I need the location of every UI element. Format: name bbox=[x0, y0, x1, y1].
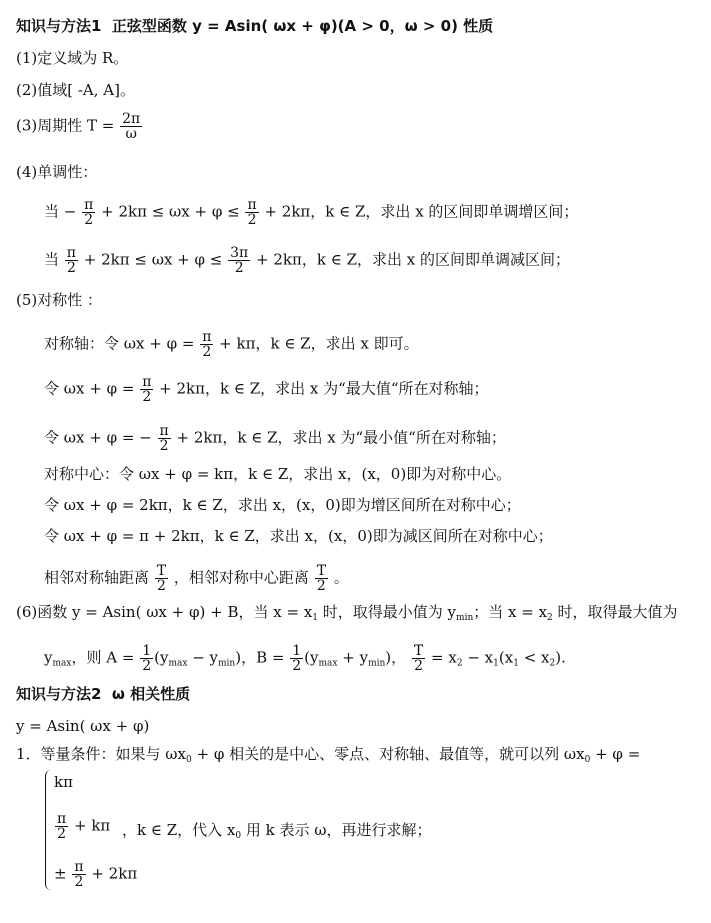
fraction bbox=[158, 424, 171, 453]
section-2-title: ω 相关性质 bbox=[111, 685, 191, 703]
monotonic-decrease-line bbox=[44, 246, 570, 275]
subscript: min bbox=[218, 658, 236, 669]
text-part: + y bbox=[337, 648, 369, 667]
frac-num: π bbox=[202, 329, 212, 345]
fraction bbox=[290, 644, 303, 673]
text-part: 1．等量条件：如果与 ωx bbox=[16, 745, 187, 763]
text-part: < x bbox=[518, 648, 550, 667]
text-part: + 2kπ ≤ ωx + φ ≤ bbox=[83, 250, 223, 269]
fraction bbox=[315, 564, 328, 593]
period-lead: (3)周期性 T = bbox=[16, 116, 115, 135]
fraction bbox=[140, 644, 153, 673]
section-1-title: 正弦型函数 y = Asin( ωx + φ)(A > 0，ω > 0) 性质 bbox=[111, 17, 494, 35]
text-part: + 2kπ，k ∈ Z，求出 x 的区间即单调减区间； bbox=[256, 250, 571, 269]
fraction bbox=[140, 375, 153, 404]
symmetry-max-line bbox=[44, 375, 489, 404]
text-part: 时，取得最大值为 bbox=[552, 603, 678, 621]
text-part: 对称轴：令 ωx + φ = bbox=[44, 334, 195, 353]
section-1-heading bbox=[16, 16, 493, 36]
text-part: 用 k 表示 ω，再进行求解； bbox=[241, 821, 432, 839]
frac-num: 1 bbox=[292, 643, 302, 659]
subscript: 2 bbox=[547, 613, 553, 623]
frac-den: 2 bbox=[202, 344, 212, 360]
frac-num: π bbox=[66, 245, 76, 261]
frac-num: T bbox=[413, 643, 424, 659]
frac-den: 2 bbox=[157, 578, 166, 594]
frac-den: 2 bbox=[234, 260, 244, 276]
subscript: 2 bbox=[549, 658, 556, 669]
symmetry-center-line: 对称中心：令 ωx + φ = kπ，k ∈ Z，求出 x，(x，0)即为对称中心。 bbox=[44, 465, 512, 483]
text-part: + 2kπ，k ∈ Z，求出 x 为“最小值“所在对称轴； bbox=[176, 428, 506, 447]
frac-num: 1 bbox=[142, 643, 152, 659]
text-part: + 2kπ，k ∈ Z，求出 x 的区间即单调增区间； bbox=[264, 202, 579, 221]
fraction bbox=[82, 198, 95, 227]
equal-condition-line bbox=[16, 744, 640, 770]
text-part: 相邻对称轴距离 bbox=[44, 568, 150, 587]
frac-den: 2 bbox=[84, 212, 94, 228]
subscript: max bbox=[168, 658, 188, 669]
subscript: 1 bbox=[513, 658, 519, 669]
extremes-line-1 bbox=[16, 602, 678, 628]
text-part: ，相邻对称中心距离 bbox=[173, 568, 309, 587]
formula-line: y = Asin( ωx + φ) bbox=[16, 717, 150, 735]
frac-den: 2 bbox=[57, 826, 67, 842]
text-part: (x bbox=[498, 648, 514, 667]
fraction bbox=[412, 644, 425, 673]
frac-num: 2π bbox=[122, 111, 141, 127]
frac-den: 2 bbox=[414, 658, 424, 674]
subscript: 0 bbox=[235, 831, 242, 841]
text-part: − y bbox=[187, 648, 219, 667]
frac-num: π bbox=[247, 197, 257, 213]
text-part: (y bbox=[304, 648, 319, 667]
subscript: min bbox=[456, 613, 474, 623]
text-part: ，则 A = bbox=[71, 648, 135, 667]
extremes-line-2 bbox=[44, 644, 566, 674]
frac-den: 2 bbox=[142, 389, 152, 405]
case-3 bbox=[54, 860, 137, 889]
case-2 bbox=[54, 812, 110, 841]
text-part: = x bbox=[431, 648, 457, 667]
case-1: kπ bbox=[54, 773, 73, 791]
period-line bbox=[16, 112, 143, 141]
text-part: ，k ∈ Z，代入 x bbox=[122, 821, 236, 839]
subscript: max bbox=[52, 658, 72, 669]
symmetry-min-line bbox=[44, 424, 506, 453]
frac-den: 2 bbox=[247, 212, 257, 228]
text-part: )， bbox=[385, 648, 407, 667]
section-2-prefix: 知识与方法2 bbox=[16, 685, 102, 703]
text-part: − x bbox=[462, 648, 494, 667]
period-fraction bbox=[120, 112, 142, 141]
text-part: ；当 x = x bbox=[473, 603, 548, 621]
fraction bbox=[155, 564, 168, 593]
text-part: y bbox=[44, 648, 53, 667]
text-part: + kπ，k ∈ Z，求出 x 即可。 bbox=[219, 334, 419, 353]
fraction bbox=[228, 246, 250, 275]
monotonic-increase-line bbox=[44, 198, 578, 227]
text-part: + 2kπ bbox=[91, 864, 138, 883]
subscript: 0 bbox=[186, 755, 192, 765]
frac-den: ω bbox=[125, 126, 137, 142]
frac-den: 2 bbox=[74, 874, 84, 890]
text-part: )，B = bbox=[235, 648, 285, 667]
section-1-prefix: 知识与方法1 bbox=[16, 17, 102, 35]
frac-num: 3π bbox=[230, 245, 249, 261]
range-line: (2)值域[ -A, A]。 bbox=[16, 81, 135, 99]
fraction bbox=[55, 812, 68, 841]
frac-num: π bbox=[74, 859, 84, 875]
text-part: + φ = bbox=[590, 745, 641, 763]
symmetry-title: (5)对称性 ： bbox=[16, 291, 103, 309]
frac-num: π bbox=[57, 811, 67, 827]
frac-num: T bbox=[316, 563, 327, 579]
frac-den: 2 bbox=[66, 260, 76, 276]
fraction bbox=[72, 860, 85, 889]
subscript: 2 bbox=[456, 658, 463, 669]
frac-den: 2 bbox=[142, 658, 152, 674]
frac-num: π bbox=[159, 423, 169, 439]
text-part: 当 − bbox=[44, 202, 77, 221]
frac-num: T bbox=[156, 563, 167, 579]
fraction bbox=[65, 246, 78, 275]
fraction bbox=[200, 330, 213, 359]
text-part: 令 ωx + φ = bbox=[44, 379, 135, 398]
monotonic-title: (4)单调性： bbox=[16, 163, 98, 181]
text-part: 。 bbox=[333, 568, 349, 587]
symmetry-distance-line bbox=[44, 564, 349, 593]
text-part: 令 ωx + φ = − bbox=[44, 428, 152, 447]
section-2-heading bbox=[16, 684, 190, 704]
symmetry-center-increase-line: 令 ωx + φ = 2kπ，k ∈ Z，求出 x，(x，0)即为增区间所在对称中心； bbox=[44, 496, 521, 514]
subscript: 1 bbox=[312, 613, 319, 623]
frac-den: 2 bbox=[316, 578, 326, 594]
frac-num: π bbox=[142, 374, 152, 390]
cases-tail bbox=[122, 820, 432, 846]
subscript: max bbox=[318, 658, 338, 669]
text-part: (y bbox=[154, 648, 169, 667]
fraction bbox=[245, 198, 258, 227]
frac-den: 2 bbox=[292, 658, 302, 674]
subscript: 0 bbox=[584, 755, 591, 765]
subscript: min bbox=[368, 658, 386, 669]
text-part: 当 bbox=[44, 250, 60, 269]
cases-brace bbox=[45, 770, 54, 890]
text-part: + φ 相关的是中心、零点、对称轴、最值等，就可以列 ωx bbox=[191, 745, 585, 763]
subscript: 1 bbox=[493, 658, 499, 669]
frac-den: 2 bbox=[159, 438, 169, 454]
symmetry-axis-line bbox=[44, 330, 419, 359]
text-part: (6)函数 y = Asin( ωx + φ) + B，当 x = x bbox=[16, 603, 313, 621]
domain-line: (1)定义域为 R。 bbox=[16, 49, 129, 67]
symmetry-center-decrease-line: 令 ωx + φ = π + 2kπ，k ∈ Z，求出 x，(x，0)即为减区间所在对称中心； bbox=[44, 527, 553, 545]
frac-num: π bbox=[84, 197, 94, 213]
text-part: ). bbox=[555, 648, 566, 667]
text-part: ± bbox=[54, 864, 67, 883]
text-part: + kπ bbox=[73, 816, 111, 835]
text-part: 时，取得最小值为 y bbox=[318, 603, 457, 621]
text-part: + 2kπ，k ∈ Z，求出 x 为“最大值“所在对称轴； bbox=[159, 379, 489, 398]
text-part: + 2kπ ≤ ωx + φ ≤ bbox=[101, 202, 240, 221]
